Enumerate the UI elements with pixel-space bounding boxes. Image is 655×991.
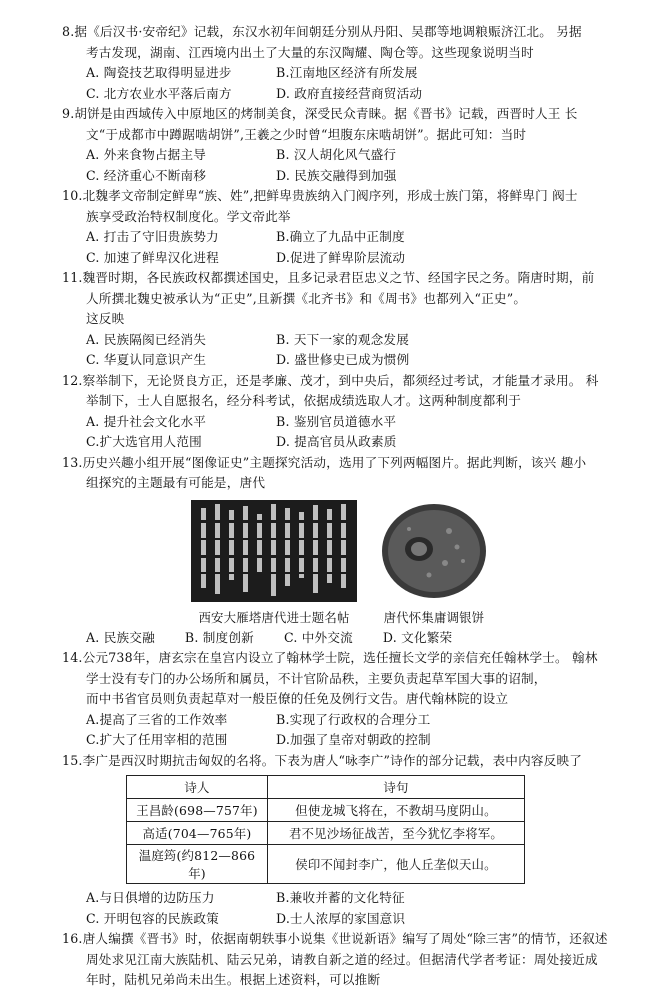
stem-line: 人所撰北魏史被承认为“正史”,且新撰《北齐书》和《周书》也都列入“正史”。 [86,290,527,306]
question-8 [62,22,622,104]
question-stem [62,751,622,772]
option-a: A.提高了三省的工作效率 [86,711,228,727]
table-cell-poet: 温庭筠(约812—866年) [127,845,268,884]
table-row [127,799,525,822]
figure-caption: 西安大雁塔唐代进士题名帖 [198,609,350,625]
option-d: D. 政府直接经营商贸活动 [276,85,423,101]
question-15 [62,751,622,930]
option-b: B. 制度创新 [184,629,254,645]
stem-line: 9.胡饼是由西域传入中原地区的烤制美食，深受民众青睐。据《晋书》记载，西晋时人王 长 [62,106,578,121]
stem-line: 11.魏晋时期，各民族政权都撰述国史，且多记录君臣忠义之节、经国字民之务。隋唐时期，前 [62,270,595,285]
table-cell-poet: 高适(704—765年) [127,822,268,845]
option-d: D.士人浓厚的家国意识 [276,910,406,926]
question-stem [62,186,622,227]
option-b: B. 天下一家的观念发展 [276,331,410,347]
question-11 [62,268,622,371]
stem-line: 周处求见江南大族陆机、陆云兄弟，请教自新之道的经过。但据清代学者考证：周处接近成 [86,951,598,967]
option-c: C.扩大了任用宰相的范围 [86,732,228,747]
stem-line: 15.李广是西汉时期抗击匈奴的名将。下表为唐人“咏李广”诗作的部分记载，表中内容反映了 [62,752,583,768]
question-stem [62,453,622,494]
figure-caption: 唐代怀集庸调银饼 [383,609,485,625]
option-a: A. 陶瓷技艺取得明显进步 [86,65,232,80]
stele-rubbing-image [191,500,357,602]
option-d: D. 提高官员从政素质 [276,434,397,449]
table-header: 诗句 [268,776,525,799]
question-14 [62,648,622,751]
table-row [127,822,525,845]
option-d: D.促进了鲜卑阶层流动 [276,249,406,265]
stem-line: 组探究的主题最有可能是，唐代 [86,475,266,490]
stem-line: 这反映 [86,311,125,326]
stem-line: 14.公元738年，唐玄宗在皇宫内设立了翰林学士院，选任擅长文学的亲信充任翰林学士。 翰林 [62,650,598,665]
stem-line: 而中书省官员则负责起草对一般臣僚的任免及例行文告。唐代翰林院的设立 [86,691,509,706]
exam-page [62,22,622,991]
figure-stele [191,500,357,626]
option-c: C. 北方农业水平落后南方 [86,85,232,101]
poem-table [126,775,525,884]
option-b: B. 汉人胡化风气盛行 [276,147,397,162]
stem-line: 年时，陆机兄弟尚未出生。根据上述资料，可以推断 [86,972,381,987]
question-stem [62,104,622,145]
option-b: B.兼收并蓄的文化特征 [276,890,405,905]
figure-group [62,500,622,626]
stem-line: 族享受政治特权制度化。学文帝此举 [86,208,291,224]
stem-line: 8.据《后汉书·安帝纪》记载，东汉水初年间朝廷分别从丹阳、吴郡等地调粮赈济江北。 另据 [62,24,582,39]
stem-line: 举制下，士人自愿报名，经分科考试，依据成绩选取人才。这两种制度都利于 [86,393,521,408]
option-c: C. 开明包容的民族政策 [86,910,219,926]
option-c: C. 华夏认同意识产生 [86,352,207,367]
option-a: A. 打击了守旧贵族势力 [86,229,219,244]
option-b: B. 鉴别官员道德水平 [276,413,397,429]
question-stem [62,648,622,710]
question-stem [62,371,622,412]
table-header-row [127,776,525,799]
option-d: D. 盛世修史已成为惯例 [276,352,410,367]
option-a: A. 民族隔阂已经消失 [86,331,207,347]
silver-cake-image [375,500,493,602]
option-c: C.扩大选官用人范围 [86,434,202,449]
stem-line: 考古发现，湖南、江西境内出土了大量的东汉陶耀、陶仓等。这些现象说明当时 [86,44,534,60]
option-c: C. 加速了鲜卑汉化进程 [86,249,219,265]
option-b: B.确立了九品中正制度 [276,229,405,244]
stem-line: 文“于成都市中蹲踞啮胡饼”,王羲之少时曾“坦腹东床啮胡饼”。据此可知：当时 [86,126,527,142]
option-d: D.加强了皇帝对朝政的控制 [276,732,431,747]
option-a: A. 外来食物占据主导 [86,147,207,162]
question-12 [62,371,622,453]
option-b: B.江南地区经济有所发展 [276,65,418,80]
option-b: B.实现了行政权的合理分工 [276,711,431,727]
question-10 [62,186,622,268]
question-stem [62,22,622,63]
stem-line: 13.历史兴趣小组开展“图像证史”主题探究活动，选用了下列两幅图片。据此判断，该兴 趣小 [62,454,587,470]
table-row [127,845,525,884]
stem-line: 学士没有专门的办公场所和属员，不计官阶品秩，主要负责起草军国大事的诏制， [86,670,547,686]
question-13 [62,453,622,649]
table-cell-verse: 君不见沙场征战苦，至今犹忆李将军。 [268,822,525,845]
option-d: D. 民族交融得到加强 [276,167,397,183]
option-a: A. 民族交融 [86,629,155,645]
option-a: A. 提升社会文化水平 [86,413,207,429]
table-header: 诗人 [127,776,268,799]
stem-line: 12.察举制下，无论贤良方正，还是孝廉、茂才，到中央后，都须经过考试，才能量才录用。 科 [62,372,599,388]
option-c: C. 经济重心不断南移 [86,167,207,183]
stem-line: 16.唐人编撰《晋书》时，依据南朝轶事小说集《世说新语》编写了周处“除三害”的情节，还叙述 [62,931,608,946]
option-d: D. 文化繁荣 [382,629,453,645]
option-c: C. 中外交流 [283,629,353,645]
option-a: A.与日俱增的边防压力 [86,890,215,905]
table-cell-poet: 王昌龄(698—757年) [127,799,268,822]
table-cell-verse: 但使龙城飞将在，不教胡马度阴山。 [268,799,525,822]
figure-silver-cake [375,500,493,626]
question-9 [62,104,622,186]
stem-line: 10.北魏孝文帝制定鲜卑“族、姓”,把鲜卑贵族纳入门阀序列，形成士族门第，将鲜卑门 阀士 [62,188,578,203]
question-stem [62,268,622,330]
table-cell-verse: 侯印不闻封李广，他人丘垄似天山。 [268,845,525,884]
